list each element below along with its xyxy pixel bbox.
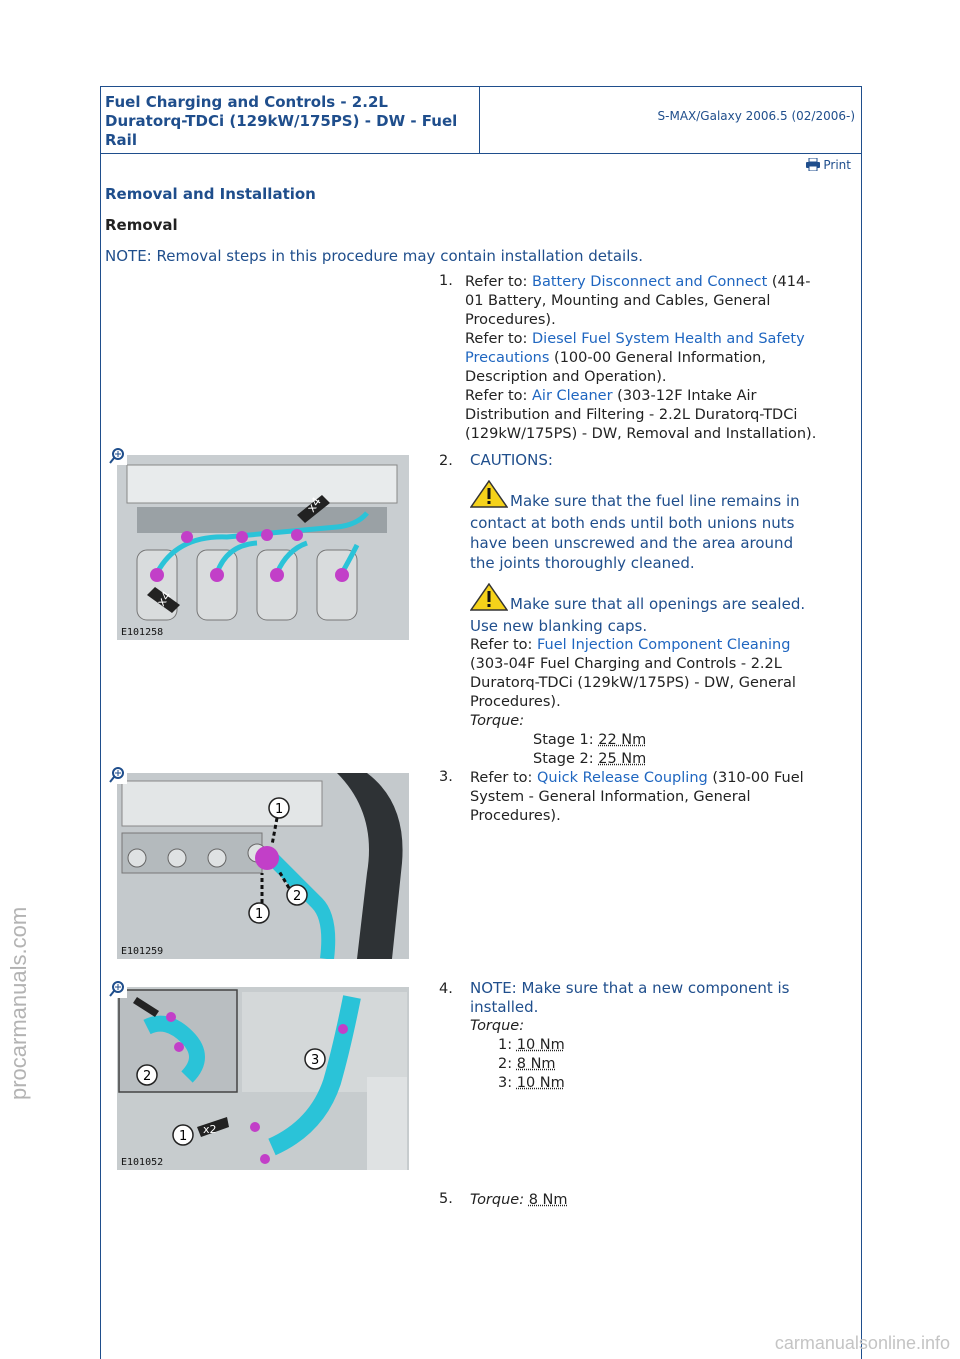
callout-x2: x2 <box>203 1123 217 1136</box>
torque-label: Torque: <box>470 1192 525 1208</box>
link-air-cleaner[interactable]: Air Cleaner <box>532 388 613 404</box>
link-diesel-safety-cont[interactable]: Precautions <box>465 350 550 366</box>
step-3-text: (310-00 Fuel <box>712 770 804 786</box>
caution-2-text: Use new blanking caps. <box>470 617 648 635</box>
step-1-text: Description and Operation). <box>465 369 667 385</box>
torque-2-label: 2: <box>498 1056 513 1072</box>
refer-label: Refer to: <box>465 331 528 347</box>
link-fuel-injection-cleaning[interactable]: Fuel Injection Component Cleaning <box>537 637 791 653</box>
header-title-cell <box>101 87 480 153</box>
link-diesel-safety[interactable]: Diesel Fuel System Health and Safety <box>532 331 805 347</box>
footer-watermark: carmanualsonline.info <box>774 1333 950 1353</box>
step-2-text: Procedures). <box>470 694 561 710</box>
torque-value: 8 Nm <box>528 1192 568 1208</box>
step-1-text: (100-00 General Information, <box>554 350 766 366</box>
link-battery-disconnect[interactable]: Battery Disconnect and Connect <box>532 274 768 290</box>
caution-1-text: Make sure that the fuel line remains in <box>510 492 800 510</box>
callout-x4-upper: x4 <box>303 494 324 515</box>
step-2-text: Duratorq-TDCi (129kW/175PS) - DW, General <box>470 675 796 691</box>
callout-2: 2 <box>143 1069 152 1084</box>
caution-1-text: the joints thoroughly cleaned. <box>470 554 695 572</box>
refer-label: Refer to: <box>465 274 528 290</box>
torque-1-label: 1: <box>498 1037 513 1053</box>
step-4-note: NOTE: Make sure that a new component is <box>470 979 790 997</box>
link-quick-release[interactable]: Quick Release Coupling <box>537 770 708 786</box>
step-2 <box>470 451 855 769</box>
step-2-text: (303-04F Fuel Charging and Controls - 2.2L <box>470 656 782 672</box>
zoom-icon[interactable] <box>109 980 127 998</box>
caution-1-text: contact at both ends until both unions nuts <box>470 514 795 532</box>
callout-1: 1 <box>179 1129 188 1144</box>
stage-1-torque: 22 Nm <box>598 732 647 748</box>
step-2-number: 2. <box>439 453 453 469</box>
zoom-icon[interactable] <box>109 766 127 784</box>
torque-3-label: 3: <box>498 1075 513 1091</box>
step-1 <box>465 273 855 444</box>
torque-2-value: 8 Nm <box>516 1056 556 1072</box>
step-3-text: System - General Information, General <box>470 789 751 805</box>
figure-label: E101052 <box>121 1157 164 1168</box>
stage-2-torque: 25 Nm <box>598 751 647 767</box>
callout-1: 1 <box>275 802 284 817</box>
section-title: Removal and Installation <box>105 185 316 203</box>
caution-1-text: have been unscrewed and the area around <box>470 534 794 552</box>
step-1-text: (129kW/175PS) - DW, Removal and Installation). <box>465 426 817 442</box>
removal-note: NOTE: Removal steps in this procedure may contain installation details. <box>105 247 643 265</box>
torque-3-value: 10 Nm <box>516 1075 565 1091</box>
print-button[interactable] <box>806 158 851 174</box>
step-5 <box>470 1191 855 1210</box>
stage-2-label: Stage 2: <box>533 751 594 767</box>
step-1-text: Distribution and Filtering - 2.2L Duratorq-TDCi <box>465 407 798 423</box>
step-3-number: 3. <box>439 769 453 785</box>
refer-label: Refer to: <box>470 770 533 786</box>
document-title: Fuel Charging and Controls - 2.2L Duratorq-TDCi (129kW/175PS) - DW - Fuel Rail <box>105 93 458 149</box>
step-3 <box>470 769 855 826</box>
callout-2: 2 <box>293 889 302 904</box>
step-5-number: 5. <box>439 1191 453 1207</box>
step-1-text: (414- <box>771 274 811 290</box>
document-frame <box>100 86 862 1359</box>
callout-3: 3 <box>311 1053 320 1068</box>
step-4-number: 4. <box>439 981 453 997</box>
print-label: Print <box>823 158 851 172</box>
cautions-label: CAUTIONS: <box>470 451 553 469</box>
step-4-note: installed. <box>470 998 539 1016</box>
torque-label: Torque: <box>470 713 525 729</box>
refer-label: Refer to: <box>470 637 533 653</box>
callout-1: 1 <box>255 907 264 922</box>
callout-x4-lower: x4 <box>153 588 174 609</box>
caution-2-text: Make sure that all openings are sealed. <box>510 595 806 613</box>
document-header <box>101 87 861 154</box>
step-1-number: 1. <box>439 273 453 289</box>
warning-icon <box>470 480 508 513</box>
step-1-text: Procedures). <box>465 312 556 328</box>
subsection-title: Removal <box>105 216 178 234</box>
watermark: procarmanuals.com <box>6 906 31 1100</box>
figure-e101258[interactable] <box>117 455 409 640</box>
zoom-icon[interactable] <box>109 447 127 465</box>
figure-e101259[interactable] <box>117 773 409 959</box>
step-1-text: (303-12F Intake Air <box>617 388 757 404</box>
refer-label: Refer to: <box>465 388 528 404</box>
torque-label: Torque: <box>470 1018 525 1034</box>
figure-label: E101259 <box>121 946 164 957</box>
step-3-text: Procedures). <box>470 808 561 824</box>
figure-e101052[interactable] <box>117 987 409 1170</box>
figure-label: E101258 <box>121 627 164 638</box>
warning-icon <box>470 583 508 616</box>
stage-1-label: Stage 1: <box>533 732 594 748</box>
step-4 <box>470 979 855 1093</box>
torque-1-value: 10 Nm <box>516 1037 565 1053</box>
vehicle-model: S-MAX/Galaxy 2006.5 (02/2006-) <box>657 109 855 123</box>
step-1-text: 01 Battery, Mounting and Cables, General <box>465 293 771 309</box>
printer-icon <box>806 158 820 174</box>
